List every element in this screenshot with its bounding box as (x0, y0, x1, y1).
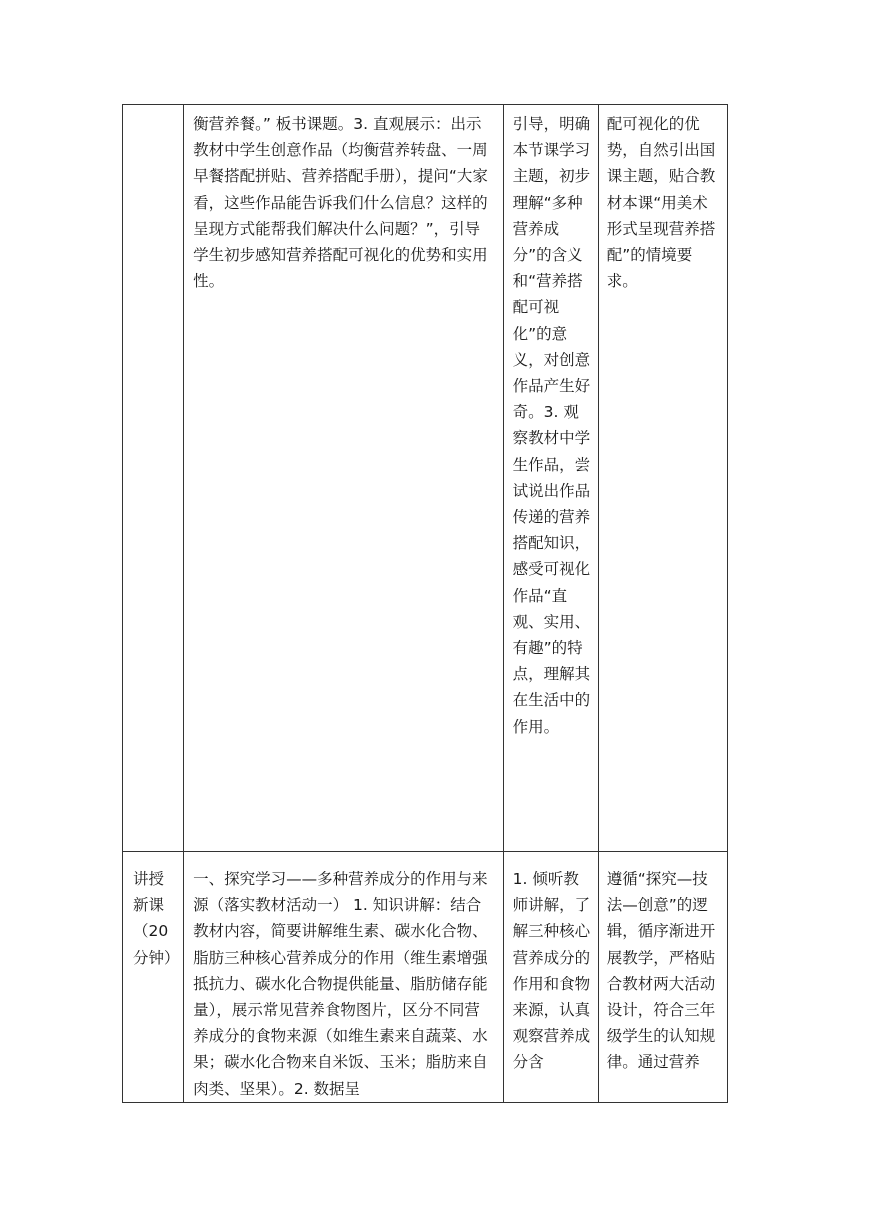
design-intent-text: 配可视化的优势，自然引出国课主题，贴合教材本课“用美术形式呈现营养搭配”的情境要求。 (606, 115, 716, 291)
student-activity-cell (503, 852, 598, 1103)
design-intent-cell (598, 105, 727, 852)
teacher-activity-text: 衡营养餐。” 板书课题。3. 直观展示：出示教材中学生创意作品（均衡营养转盘、一周早餐搭配拼贴、营养搭配手册），提问“大家看，这些作品能告诉我们什么信息？这样的呈现方式能帮我们解决什么问题？”，引导学生初步感知营养搭配可视化的优势和实用性。 (193, 115, 488, 291)
teacher-activity-cell (184, 852, 504, 1103)
stage-cell (123, 105, 184, 852)
student-activity-cell (503, 105, 598, 852)
stage-text: 讲授新课（20分钟） (133, 870, 180, 967)
lesson-plan-table (122, 104, 728, 1103)
table-row (123, 852, 728, 1103)
teacher-activity-cell (184, 105, 504, 852)
stage-text (123, 105, 183, 111)
design-intent-cell (598, 852, 727, 1103)
teacher-activity-text: 一、探究学习——多种营养成分的作用与来源（落实教材活动一） 1. 知识讲解：结合教材内容，简要讲解维生素、碳水化合物、脂肪三种核心营养成分的作用（维生素增强抵抗力、碳水化合物提供能量、脂肪储存能量），展示常见营养食物图片，区分不同营养成分的食物来源（如维生素来自蔬菜、水果；碳水化合物来自米饭、玉米；脂肪来自肉类、坚果）。2. 数据呈 (193, 870, 488, 1098)
design-intent-text: 遵循“探究—技法—创意”的逻辑，循序渐进开展教学，严格贴合教材两大活动设计，符合三年级学生的认知规律。通过营养 (606, 870, 716, 1072)
student-activity-text: 1. 倾听教师讲解，了解三种核心营养成分的作用和食物来源，认真观察营养成分含 (512, 870, 591, 1072)
stage-cell (123, 852, 184, 1103)
student-activity-text: 引导，明确本节课学习主题，初步理解“多种营养成分”的含义和“营养搭配可视化”的意义，对创意作品产生好奇。3. 观察教材中学生作品，尝试说出作品传递的营养搭配知识，感受可视化作品“直观、实用、有趣”的特点，理解其在生活中的作用。 (512, 115, 591, 736)
table-row (123, 105, 728, 852)
